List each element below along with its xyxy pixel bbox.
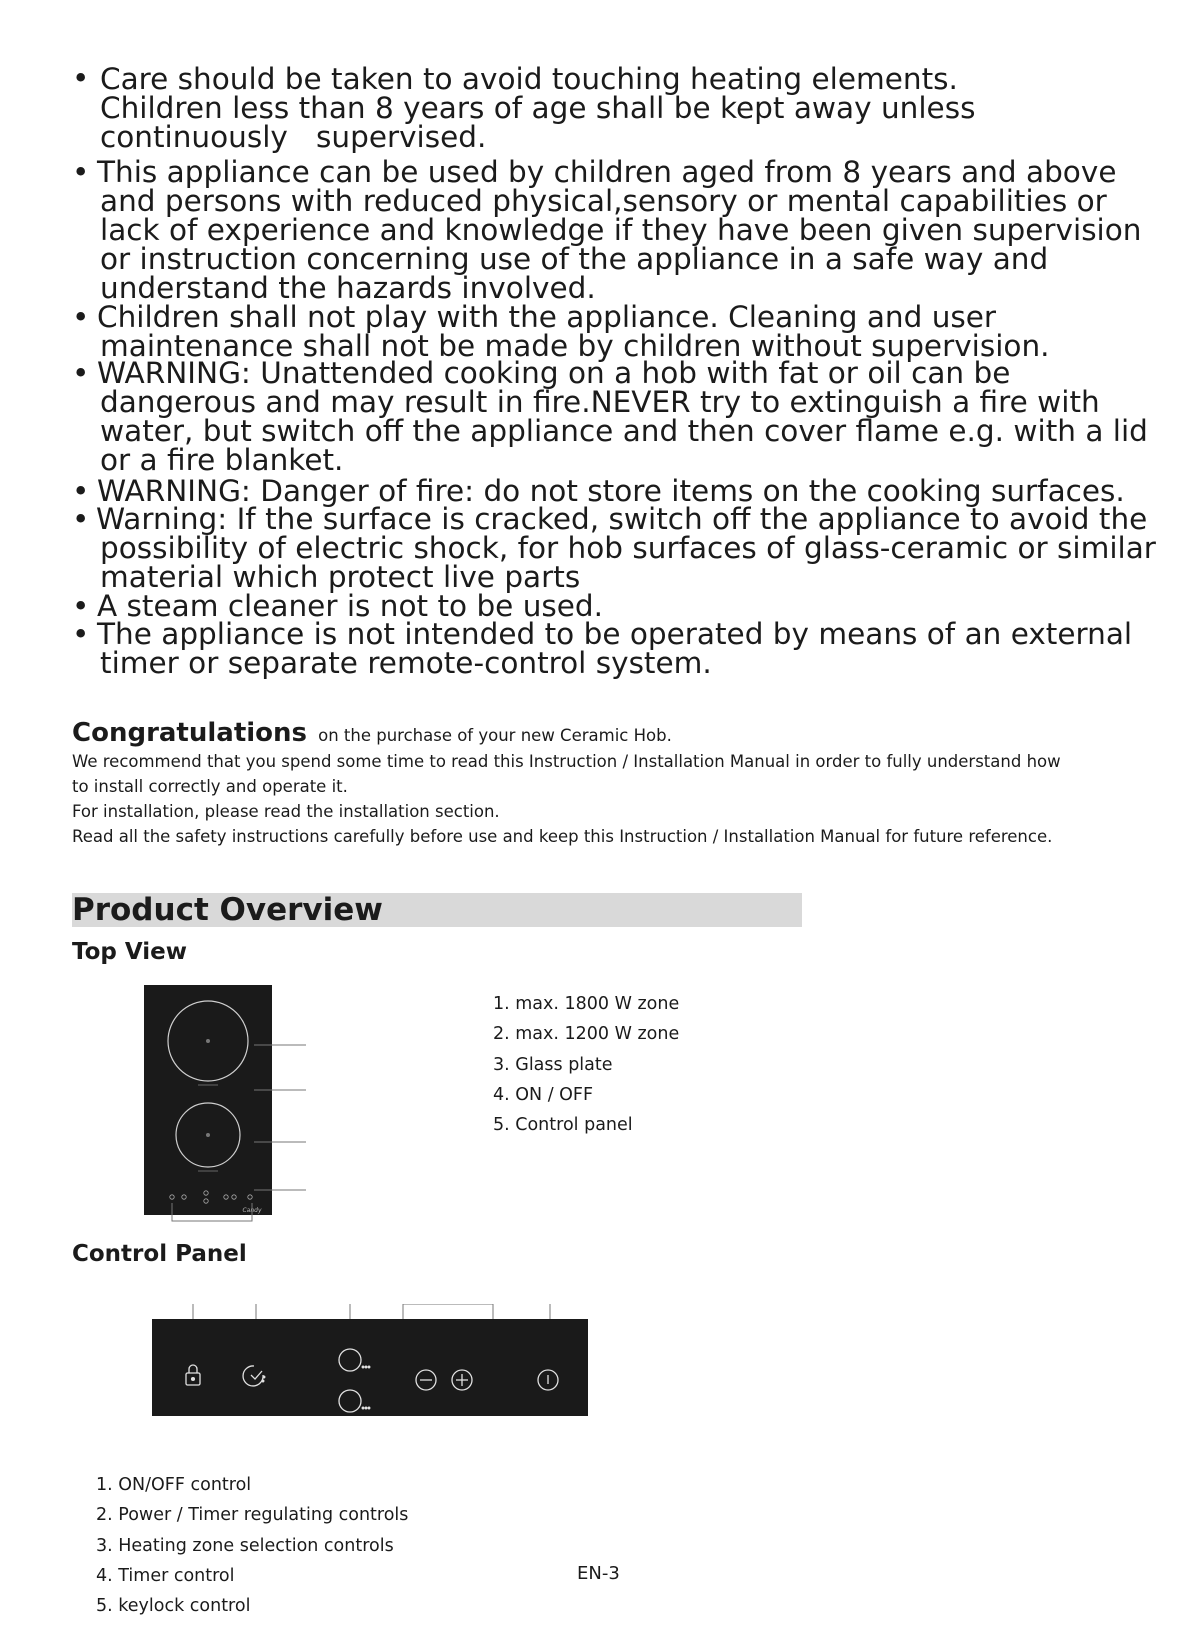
installation-note: For installation, please read the installation section. bbox=[72, 802, 500, 821]
legend-item: 2. max. 1200 W zone bbox=[493, 1024, 680, 1045]
safety-line: This appliance can be used by children aged from 8 years and above bbox=[97, 155, 1117, 189]
safety-line: possibility of electric shock, for hob surfaces of glass-ceramic or similar bbox=[100, 531, 1156, 565]
safety-line: maintenance shall not be made by children without supervision. bbox=[100, 329, 1050, 363]
safety-line: lack of experience and knowledge if they have been given supervision bbox=[100, 213, 1142, 247]
page-number: EN-3 bbox=[577, 1563, 620, 1584]
safety-line: continuously supervised. bbox=[100, 120, 487, 154]
bullet-dot: • bbox=[72, 155, 90, 189]
congratulations-heading: Congratulations bbox=[72, 718, 308, 748]
small-zone-center bbox=[206, 1133, 210, 1137]
legend-item: 2. Power / Timer regulating controls bbox=[96, 1505, 409, 1526]
hob-top-view-diagram bbox=[140, 985, 320, 1225]
safety-line: and persons with reduced physical,sensory or mental capabilities or bbox=[100, 184, 1107, 218]
bullet-dot: • bbox=[72, 300, 90, 334]
safety-line: dangerous and may result in fire.NEVER try to extinguish a fire with bbox=[100, 385, 1100, 419]
control-panel-legend bbox=[96, 1470, 408, 1621]
legend-item: 4. Timer control bbox=[96, 1565, 235, 1586]
top-view-heading: Top View bbox=[72, 939, 188, 965]
intro-paragraph-line: to install correctly and operate it. bbox=[72, 777, 348, 796]
legend-item: 5. keylock control bbox=[96, 1596, 251, 1617]
section-title: Product Overview bbox=[72, 892, 383, 928]
legend-item: 4. ON / OFF bbox=[493, 1084, 594, 1105]
safety-line: Children shall not play with the appliance. Cleaning and user bbox=[97, 300, 997, 334]
congratulations-line bbox=[72, 718, 672, 748]
legend-item: 5. Control panel bbox=[493, 1115, 633, 1136]
intro-paragraph-line: We recommend that you spend some time to read this Instruction / Installation Manual in order to fully understand how bbox=[72, 752, 1061, 771]
legend-item: 3. Glass plate bbox=[493, 1054, 613, 1075]
brand-logo: Candy bbox=[242, 1207, 262, 1214]
large-zone-center bbox=[206, 1039, 210, 1043]
legend-item: 1. max. 1800 W zone bbox=[493, 994, 680, 1014]
safety-line: Warning: If the surface is cracked, switch off the appliance to avoid the bbox=[96, 502, 1148, 536]
legend-item: 1. ON/OFF control bbox=[96, 1475, 252, 1495]
safety-line: or instruction concerning use of the appliance in a safe way and bbox=[100, 242, 1049, 276]
safety-line: material which protect live parts bbox=[100, 560, 581, 594]
safety-line: Children less than 8 years of age shall be kept away unless bbox=[100, 91, 976, 125]
glass-plate bbox=[144, 985, 272, 1215]
safety-note: Read all the safety instructions carefully before use and keep this Instruction / Installation Manual for future reference. bbox=[72, 827, 1053, 846]
safety-line: understand the hazards involved. bbox=[100, 271, 596, 305]
control-panel-diagram bbox=[150, 1304, 590, 1422]
safety-line: The appliance is not intended to be operated by means of an external bbox=[97, 617, 1133, 651]
bullet-dot: • bbox=[72, 617, 90, 651]
bullet-dot: • bbox=[72, 474, 90, 508]
bullet-dot: • bbox=[72, 589, 90, 623]
top-view-legend bbox=[493, 989, 679, 1140]
congratulations-text: on the purchase of your new Ceramic Hob. bbox=[318, 726, 672, 745]
safety-line: WARNING: Unattended cooking on a hob with fat or oil can be bbox=[97, 356, 1011, 390]
safety-line: or a fire blanket. bbox=[100, 443, 344, 477]
section-header bbox=[72, 893, 802, 927]
callout-bracket bbox=[403, 1304, 493, 1319]
safety-line: water, but switch off the appliance and then cover flame e.g. with a lid bbox=[100, 414, 1148, 448]
safety-line: A steam cleaner is not to be used. bbox=[97, 589, 604, 623]
bullet-dot: • bbox=[72, 502, 90, 536]
bullet-dot: • bbox=[72, 356, 90, 390]
safety-line: WARNING: Danger of fire: do not store items on the cooking surfaces. bbox=[97, 474, 1125, 508]
control-panel-heading: Control Panel bbox=[72, 1241, 247, 1267]
legend-item: 3. Heating zone selection controls bbox=[96, 1535, 394, 1556]
safety-line: timer or separate remote-control system. bbox=[100, 646, 712, 680]
bullet-dot: • bbox=[72, 61, 90, 95]
safety-line: Care should be taken to avoid touching heating elements. bbox=[100, 62, 958, 96]
